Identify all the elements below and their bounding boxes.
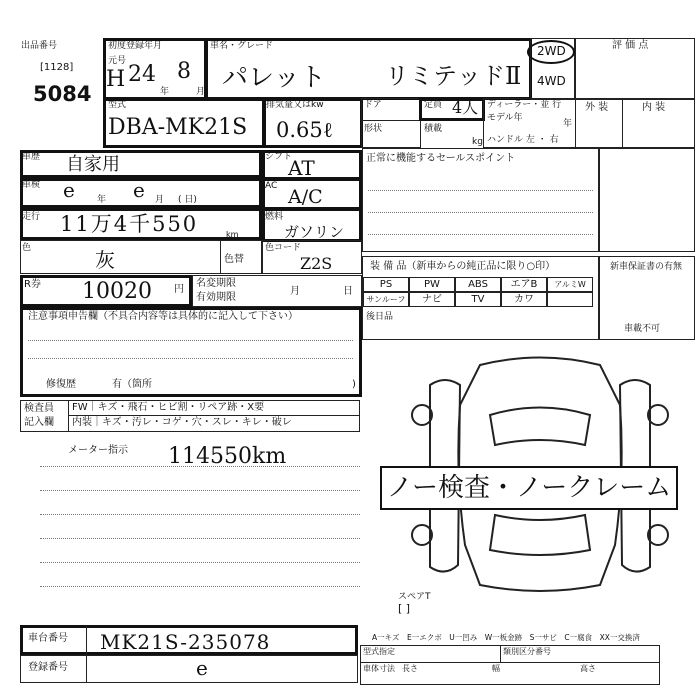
lot-number: 5084: [33, 82, 92, 106]
registration-value: e: [196, 656, 208, 680]
ac-value: A/C: [288, 186, 323, 208]
spare-tire-bracket: [ ]: [398, 602, 411, 615]
recycle-label: R券: [24, 279, 41, 290]
color-label: 色: [22, 243, 32, 253]
first-registration-year: 24: [128, 62, 156, 87]
inspection-day: ( 日): [178, 195, 197, 205]
inspection-month: e: [133, 178, 145, 202]
history-value: 自家用: [66, 154, 120, 175]
color-change-label: 色替: [224, 254, 244, 265]
width-label: 幅: [492, 664, 500, 673]
equipment-item: ナビ: [409, 292, 455, 307]
exterior-label: 外 装: [585, 102, 609, 113]
sales-point-label: 正常に機能するセールスポイント: [366, 153, 516, 164]
spec-label: 型式指定: [363, 647, 395, 656]
damage-legend: A一キズ E一エクボ U一凹み W一板金跡 S一サビ C一腐食 XX一交換済: [372, 633, 640, 642]
year-unit: 年: [160, 87, 170, 97]
load-label: 積載: [424, 124, 443, 134]
equipment-item: TV: [455, 292, 501, 307]
repair-close: ): [352, 379, 356, 390]
car-rear-window: [490, 515, 590, 555]
first-registration-label: 初度登録年月: [108, 41, 163, 51]
first-registration-era: H: [106, 67, 126, 92]
shift-value: AT: [288, 156, 315, 180]
month-unit: 月: [196, 87, 206, 97]
after-items-label: 後日品: [366, 312, 394, 322]
shape-label: 形状: [364, 124, 383, 134]
registration-box: [20, 655, 358, 683]
inspector-label-1: 検査員: [24, 403, 54, 414]
repair-label: 修復歴: [46, 379, 76, 390]
inspector-row-1: FW｜キズ・飛石・ヒビ割・リペア跡・X要: [72, 402, 265, 413]
equipment-item: PW: [409, 277, 455, 292]
warranty-title: [604, 262, 688, 273]
color-code-label: 色コード: [265, 243, 302, 253]
car-name-label: 車名・グレード: [210, 41, 274, 51]
car-name: パレット: [222, 63, 326, 93]
mileage-label: 走行: [22, 212, 41, 222]
meter-label: メーター指示: [68, 445, 128, 456]
capacity-value: 4人: [452, 98, 479, 117]
dealer-label: ディーラー・並 行: [487, 100, 562, 110]
chassis-label: 車台番号: [28, 633, 68, 644]
recycle-unit: 円: [174, 284, 184, 295]
capacity-label: 定員: [424, 100, 443, 110]
inspection-year-unit: 年: [97, 195, 107, 205]
length-label: 長さ: [402, 664, 418, 673]
displacement-value: 0.65ℓ: [276, 118, 333, 142]
model-type-value: DBA-MK21S: [108, 115, 248, 140]
equipment-item: サンルーフ: [363, 292, 409, 307]
equipment-item: ABS: [455, 277, 501, 292]
right-blank-box: [598, 148, 695, 252]
lot-code: [1128]: [40, 62, 74, 73]
fuel-value: ガソリン: [284, 223, 345, 241]
era-label: 元号: [108, 56, 127, 66]
grade: リミテッドⅡ: [385, 62, 522, 90]
fuel-label: 燃料: [265, 212, 284, 222]
ac-label: AC: [265, 181, 278, 191]
history-box: [20, 150, 262, 178]
displacement-label: 排気量又はkw: [266, 100, 324, 110]
equipment-item: アルミW: [547, 277, 593, 292]
spare-tire-label: スペアT: [398, 592, 431, 602]
meter-value: 114550km: [168, 444, 287, 469]
name-change-label: 名変期限: [196, 278, 236, 289]
drive-4wd: 4WD: [537, 74, 566, 88]
door-label: ドア: [364, 100, 382, 110]
registration-label: 登録番号: [28, 662, 68, 673]
inspector-row-2: 内装｜キズ・汚レ・コゲ・穴・スレ・キレ・破レ: [72, 417, 292, 428]
model-year-label: モデル年: [487, 113, 523, 123]
shift-label: シフト: [265, 152, 293, 162]
repair-value: 有（箇所: [112, 379, 152, 390]
no-claim-text: ノー検査・ノークレーム: [386, 473, 672, 503]
drive-2wd: 2WD: [537, 44, 566, 58]
model-year-unit: 年: [563, 119, 573, 129]
inspection-label: 車検: [22, 180, 41, 190]
mileage-unit: km: [226, 230, 239, 239]
interior-label: 内 装: [642, 102, 666, 113]
car-front-window: [490, 408, 590, 446]
handle-label: ハンドル 左 ・ 右: [487, 135, 559, 145]
history-label: 車歴: [22, 152, 41, 162]
equipment-title: 装 備 品（新車からの純正品に限り○印）: [370, 261, 556, 272]
lot-number-label: 出品番号: [21, 41, 58, 51]
chassis-value: MK21S-235078: [100, 630, 271, 654]
inspector-label-2: 記入欄: [24, 417, 54, 428]
equipment-item: PS: [363, 277, 409, 292]
notes-label: 注意事項申告欄（不具合内容等は具体的に記入して下さい）: [28, 311, 298, 322]
warranty-title-text: 新車保証書の有無: [609, 262, 682, 272]
mileage-value: 11万4千550: [60, 212, 199, 236]
first-registration-month: 8: [177, 59, 191, 84]
size-label: 車体寸法: [363, 664, 395, 673]
no-claim-stamp: [380, 466, 678, 510]
color-value: 灰: [95, 248, 115, 272]
kg-unit: kg: [472, 137, 483, 147]
inspection-year: e: [63, 178, 75, 202]
valid-month-unit: 月: [290, 286, 300, 297]
inspection-month-unit: 月: [155, 195, 165, 205]
recycle-value: 10020: [82, 279, 152, 304]
model-type-label: 型式: [108, 100, 127, 110]
score-label: 評 価 点: [612, 40, 649, 51]
color-code-value: Z2S: [300, 254, 333, 273]
not-loaded-label: 車載不可: [624, 324, 661, 334]
height-label: 高さ: [580, 664, 596, 673]
equipment-item: [547, 292, 593, 307]
equipment-item: エアB: [501, 277, 547, 292]
equipment-item: カワ: [501, 292, 547, 307]
valid-day-unit: 日: [343, 286, 353, 297]
valid-label: 有効期限: [196, 292, 236, 303]
category-label: 類別区分番号: [503, 647, 551, 656]
